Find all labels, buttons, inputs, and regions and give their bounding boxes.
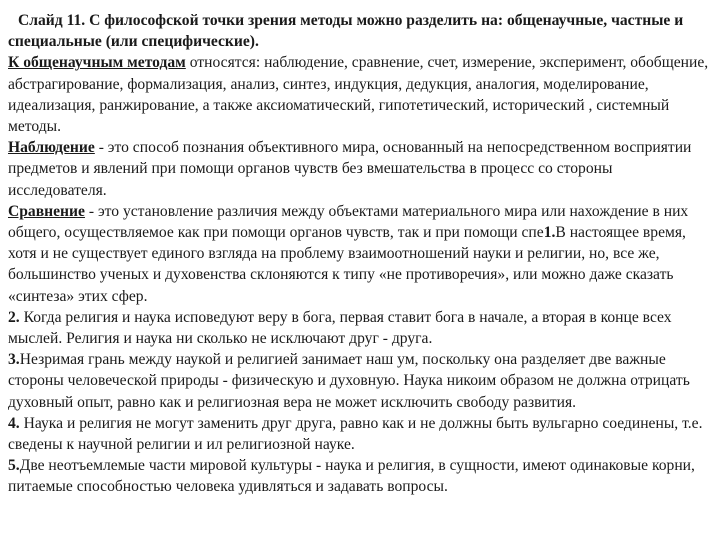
item-number-2: 2. [8, 308, 20, 326]
item-text-5: Две неотъемлемые части мировой культуры - наука и религия, в сущности, имеют одинаковые корни, питаемые способностью человека удивляться и задавать вопросы. [8, 457, 695, 496]
item-number-4: 4. [8, 414, 20, 432]
list-item-4 [8, 413, 712, 455]
list-item-3 [8, 349, 712, 413]
list-item-5 [8, 455, 712, 497]
comparison-text: - это установление различия между объектами материального мира или нахождение в них общего, осуществляемое как при помощи органов чувств, так и при помощи спе [8, 202, 689, 242]
observation-paragraph [8, 137, 712, 201]
item-text-4: Наука и религия не могут заменить друг друга, равно как и не должны быть вульгарно соединены, т.е. сведены к научной религии и ил религиозной науке. [8, 414, 703, 454]
slide-title: Слайд 11. С философской точки зрения методы можно разделить на: общенаучные, частные и специальные (или специфические). [8, 12, 684, 51]
item-text-1: В настоящее время, хотя и не существует единого взгляда на проблему взаимоотношений науки и религии, но, все же, большинство ученых и духовенства склоняются к типу «не противоречия», или можно даже сказать «синтеза» этих сфер. [8, 224, 686, 305]
observation-term: Наблюдение [8, 139, 95, 157]
item-text-3: Незримая грань между наукой и религией занимает наш ум, поскольку она разделяет две важные стороны человеческой природы - физическую и духовную. Наука никоим образом не должна отрицать духовный опыт, равно как и религиозная вера не может исключить свободу развития. [8, 351, 690, 411]
comparison-term: Сравнение [8, 202, 85, 220]
item-number-3: 3. [8, 351, 20, 369]
slide-text [8, 10, 712, 498]
observation-text: - это способ познания объективного мира, основанный на непосредственном восприятии предметов и явлений при помощи органов чувств без вмешательства в процесс со стороны исследователя. [8, 139, 692, 199]
item-number-5: 5. [8, 457, 20, 475]
comparison-paragraph [8, 201, 712, 307]
general-methods-text: относятся: наблюдение, сравнение, счет, измерение, эксперимент, обобщение, абстрагирование, формализация, анализ, синтез, индукция, дедукция, аналогия, моделирование, идеализация, ранжирование, а также аксиоматический, гипотетический, исторический , системный методы. [8, 54, 709, 136]
general-methods-term: К общенаучным методам [8, 54, 186, 72]
general-methods-paragraph [8, 52, 712, 137]
item-text-2: Когда религия и наука исповедуют веру в бога, первая ставит бога в начале, а вторая в конце всех мыслей. Религия и наука ни сколько не исключают друг - друга. [8, 308, 672, 348]
list-item-2 [8, 307, 712, 349]
item-number-1: 1. [543, 224, 556, 242]
